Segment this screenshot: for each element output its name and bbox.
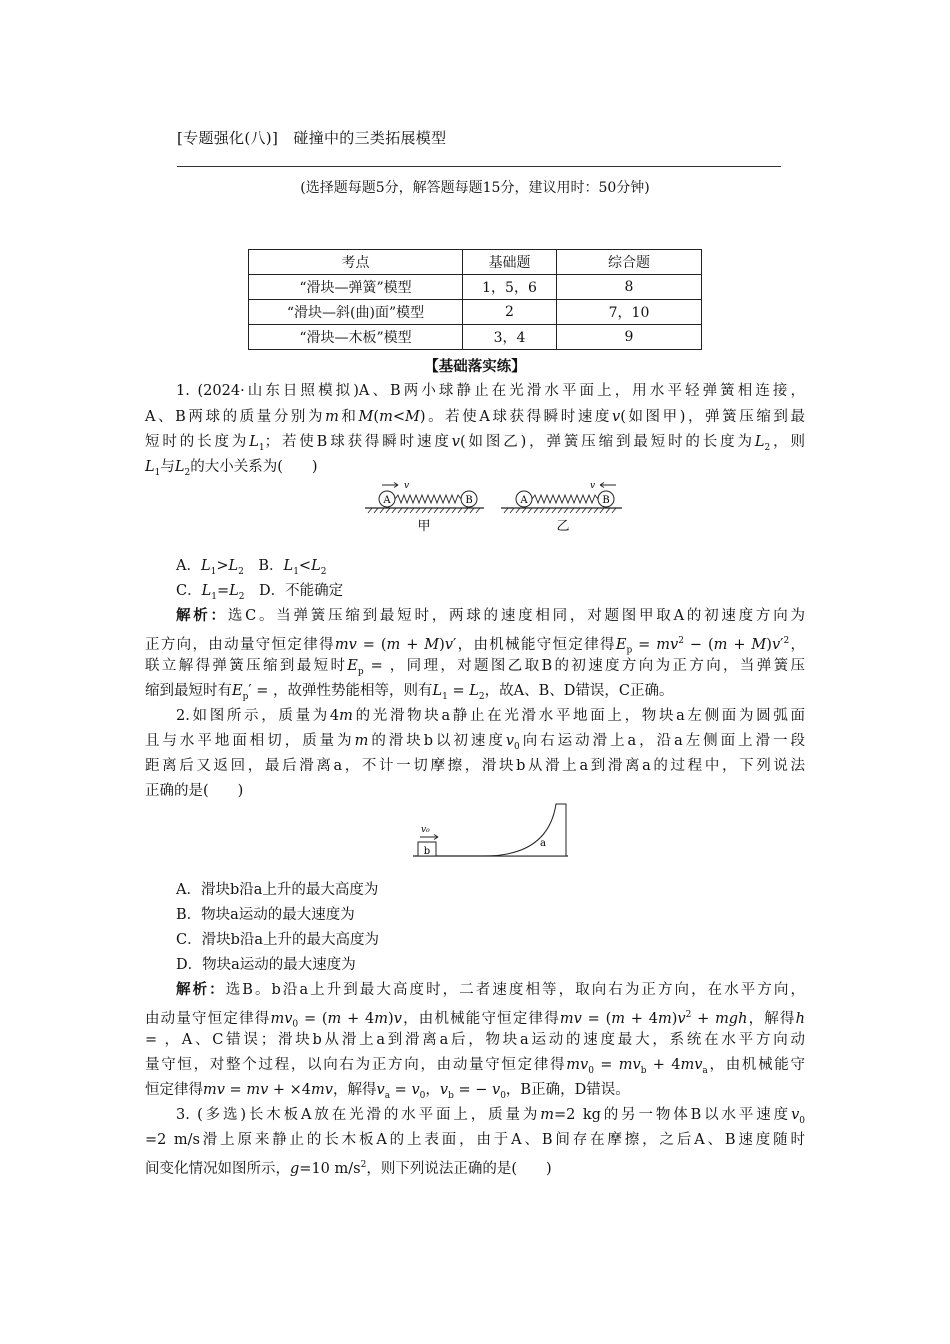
time-note: (选择题每题5分，解答题每题15分，建议用时：50分钟) (300, 180, 650, 196)
q1-figure (360, 478, 630, 538)
q3-start: 3. (多选)长木板A放在光滑的水平面上，质量为 (176, 1107, 541, 1123)
q1-line-2: A、B两球的质量分别为m和M(m<M)。若使A球获得瞬时速度v(如图甲)，弹簧压缩到最 (145, 409, 805, 425)
table-cell: “滑块—斜(曲)面”模型 (249, 300, 463, 325)
section-heading: 【基础落实练】 (424, 358, 526, 375)
q2-analysis-5: 恒定律得mv = mv + ×4mv，解得$v_a = v_0$，$v_b$ = − $v_0$，B正确，D错误。 (145, 1082, 630, 1101)
table-header-row (249, 250, 702, 275)
table-cell: 2 (463, 300, 557, 325)
ball-b-label: B (602, 495, 610, 506)
q2-analysis-4: 量守恒，对整个过程，以向右为正方向，由动量守恒定律得$mv_0 = mv_b + 4mv_a$，由机械能守 (145, 1057, 806, 1076)
ball-a-label: A (383, 495, 391, 506)
q3-line-2: =2 m/s滑上原来静止的长木板A的上表面，由于A、B间存在摩擦，之后A、B速度随时 (145, 1132, 805, 1148)
q2-analysis-3: = ，A、C错误；滑块b从滑上a到滑离a后，物块a运动的速度最大，系统在水平方向动 (145, 1032, 805, 1048)
q1-line-1 (176, 381, 805, 401)
title-divider (177, 166, 781, 167)
table-cell: “滑块—木板”模型 (249, 325, 463, 350)
q1-text: A、B两小球静止在光滑水平面上，用水平轻弹簧相连接， (358, 383, 805, 399)
ball-b-label: B (465, 495, 473, 506)
q2-option-c: C．滑块b沿a上升的最大高度为 (176, 932, 380, 948)
q2-option-a: A．滑块b沿a上升的最大高度为 (176, 882, 379, 898)
spring (395, 495, 461, 503)
q1-source: 1. (2024·山东日照模拟) (176, 383, 359, 399)
table-cell: 8 (557, 275, 702, 300)
table-header-cell: 基础题 (463, 250, 557, 275)
q1-analysis-1: 解析：选C。当弹簧压缩到最短时，两球的速度相同，对题图甲取A的初速度方向为 (176, 607, 805, 624)
analysis-label: 解析： (176, 981, 226, 998)
table-cell: 7，10 (557, 300, 702, 325)
q1-line-3: 短时的长度为$L_1$；若使B球获得瞬时速度v(如图乙)，弹簧压缩到最短时的长度为$L_2$，则 (145, 434, 806, 453)
figure-label-yi: 乙 (556, 519, 570, 534)
figure-yi (501, 481, 622, 534)
block-a-label: a (540, 838, 546, 849)
page-title: [专题强化(八)] 碰撞中的三类拓展模型 (177, 129, 447, 147)
block-a-curved (484, 804, 566, 856)
spring (532, 495, 598, 503)
q1-options-ab: A．$L_1>L_2$ B．$L_1<L_2$ (176, 558, 327, 577)
table-cell: 9 (557, 325, 702, 350)
q1-line-4: $L_1$与$L_2$的大小关系为( ) (145, 459, 318, 478)
q2-line-3: 距离后又返回，最后滑离a，不计一切摩擦，滑块b从滑上a到滑离a的过程中，下列说法 (145, 758, 805, 774)
velocity-label: v (404, 481, 410, 491)
table-row (249, 275, 702, 300)
q1-analysis-2: 正方向，由动量守恒定律得mv = (m + M)v′，由机械能守恒定律得$E_p = mv^2 - (m + M)v'^2$， (145, 636, 805, 656)
q2-figure (408, 800, 573, 862)
q2-option-b: B．物块a运动的最大速度为 (176, 907, 355, 923)
figure-jia (365, 481, 484, 534)
table-cell: 3，4 (463, 325, 557, 350)
q3-line-1: 3. (多选)长木板A放在光滑的水平面上，质量为m=2 kg的另一物体B以水平速度$v_0$ (176, 1107, 805, 1126)
table-header-cell: 考点 (249, 250, 463, 275)
table-cell: “滑块—弹簧”模型 (249, 275, 463, 300)
q2-line-4: 正确的是( ) (145, 783, 244, 799)
table-row (249, 300, 702, 325)
block-b-label: b (423, 846, 431, 857)
table-row (249, 325, 702, 350)
q3-line-3: 间变化情况如图所示，g=10 $m/s^2$，则下列说法正确的是( ) (145, 1160, 552, 1177)
q1-analysis-3: 联立解得弹簧压缩到最短时$E_p$ = ，同理，对题图乙取B的初速度方向为正方向，当弹簧压 (145, 658, 805, 677)
ground-hatch (504, 508, 616, 513)
topic-table (248, 249, 702, 350)
analysis-label: 解析： (176, 607, 228, 624)
q2-analysis-2: 由动量守恒定律得$mv_0 = (m + 4m)v$，由机械能守恒定律得mv = $(m + 4m)v^2$ + mgh，解得h (145, 1010, 806, 1030)
q2-analysis-1: 解析：选B。b沿a上升到最大高度时，二者速度相等，取向右为正方向，在水平方向， (176, 981, 805, 998)
q2-line-1: 2.如图所示，质量为4m的光滑物块a静止在光滑水平地面上，物块a左侧面为圆弧面 (176, 708, 806, 724)
velocity-label: v₀ (421, 825, 430, 835)
figure-label-jia: 甲 (417, 519, 431, 534)
q2-option-d: D．物块a运动的最大速度为 (176, 957, 356, 973)
ball-a-label: A (520, 495, 528, 506)
table-header-cell: 综合题 (557, 250, 702, 275)
q1-options-cd: C．$L_1=L_2$ D．不能确定 (176, 583, 344, 602)
ground-hatch (368, 508, 480, 513)
q2-line-2: 且与水平地面相切，质量为m的滑块b以初速度$v_0$向右运动滑上a，沿a左侧面上滑一段 (145, 733, 805, 752)
q1-analysis-4: 缩到最短时有$E_p'$ = ，故弹性势能相等，则有$L_1 = L_2$，故A、B、D错误，C正确。 (145, 683, 674, 702)
velocity-label: v (590, 481, 596, 491)
table-cell: 1，5，6 (463, 275, 557, 300)
